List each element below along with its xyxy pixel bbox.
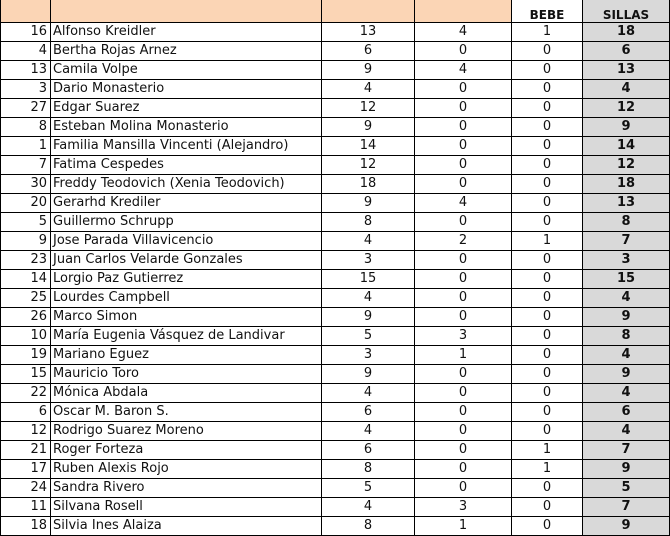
row-name-cell[interactable]: Mariano Eguez [51,346,322,365]
row-col-1-cell[interactable]: 4 [322,80,415,99]
table-row [1,365,670,384]
table-row [1,99,670,118]
row-sillas-total-cell[interactable]: 14 [583,137,670,156]
table-row [1,137,670,156]
row-bebe-cell[interactable]: 0 [512,194,583,213]
row-id-cell[interactable]: 12 [1,422,51,441]
table-row [1,441,670,460]
row-id-cell[interactable]: 5 [1,213,51,232]
row-bebe-cell[interactable]: 0 [512,403,583,422]
row-col-2-cell[interactable]: 0 [415,42,512,61]
table-row [1,61,670,80]
row-bebe-cell[interactable]: 0 [512,270,583,289]
row-bebe-cell[interactable]: 1 [512,232,583,251]
row-bebe-cell[interactable]: 0 [512,156,583,175]
row-sillas-total-cell[interactable]: 7 [583,441,670,460]
row-bebe-cell[interactable]: 0 [512,479,583,498]
row-name-cell[interactable]: María Eugenia Vásquez de Landivar [51,327,322,346]
row-bebe-cell[interactable]: 0 [512,384,583,403]
row-name-cell[interactable]: Esteban Molina Monasterio [51,118,322,137]
row-col-1-cell[interactable]: 4 [322,422,415,441]
row-col-2-cell[interactable]: 3 [415,498,512,517]
row-name-cell[interactable]: Oscar M. Baron S. [51,403,322,422]
row-col-2-cell[interactable]: 1 [415,346,512,365]
row-id-cell[interactable]: 21 [1,441,51,460]
row-col-1-cell[interactable]: 14 [322,137,415,156]
row-id-cell[interactable]: 9 [1,232,51,251]
row-col-1-cell[interactable]: 9 [322,118,415,137]
row-name-cell[interactable]: Bertha Rojas Arnez [51,42,322,61]
table-row [1,517,670,536]
row-id-cell[interactable]: 8 [1,118,51,137]
table-row [1,270,670,289]
row-name-cell[interactable]: Fatima Cespedes [51,156,322,175]
row-id-cell[interactable]: 23 [1,251,51,270]
row-col-2-cell[interactable]: 2 [415,232,512,251]
row-bebe-cell[interactable]: 0 [512,118,583,137]
row-sillas-total-cell[interactable]: 8 [583,213,670,232]
row-id-cell[interactable]: 11 [1,498,51,517]
row-col-2-cell[interactable]: 4 [415,194,512,213]
table-row [1,80,670,99]
table-row [1,308,670,327]
row-name-cell[interactable]: Roger Forteza [51,441,322,460]
row-id-cell[interactable]: 3 [1,80,51,99]
row-bebe-cell[interactable]: 0 [512,498,583,517]
table-row [1,232,670,251]
table-row [1,42,670,61]
row-bebe-cell[interactable]: 0 [512,346,583,365]
row-sillas-total-cell[interactable]: 6 [583,42,670,61]
row-sillas-total-cell[interactable]: 18 [583,175,670,194]
row-col-2-cell[interactable]: 0 [415,251,512,270]
row-col-2-cell[interactable]: 0 [415,441,512,460]
row-id-cell[interactable]: 4 [1,42,51,61]
row-col-1-cell[interactable]: 9 [322,365,415,384]
row-id-cell[interactable]: 17 [1,460,51,479]
row-id-cell[interactable]: 18 [1,517,51,536]
table-row [1,479,670,498]
table-row [1,498,670,517]
table-row [1,289,670,308]
row-col-2-cell[interactable]: 4 [415,23,512,42]
row-sillas-total-cell[interactable]: 4 [583,384,670,403]
row-col-2-cell[interactable]: 0 [415,99,512,118]
table-row [1,422,670,441]
row-id-cell[interactable]: 15 [1,365,51,384]
row-col-2-cell[interactable]: 3 [415,327,512,346]
row-col-1-cell[interactable]: 4 [322,384,415,403]
row-col-2-cell[interactable]: 0 [415,80,512,99]
row-col-2-cell[interactable]: 0 [415,479,512,498]
row-col-2-cell[interactable]: 0 [415,156,512,175]
row-sillas-total-cell[interactable]: 6 [583,403,670,422]
row-bebe-cell[interactable]: 1 [512,23,583,42]
row-col-1-cell[interactable]: 6 [322,441,415,460]
row-id-cell[interactable]: 10 [1,327,51,346]
row-bebe-cell[interactable]: 0 [512,80,583,99]
row-name-cell[interactable]: Lorgio Paz Gutierrez [51,270,322,289]
row-col-2-cell[interactable]: 0 [415,422,512,441]
row-col-2-cell[interactable]: 0 [415,118,512,137]
row-sillas-total-cell[interactable]: 9 [583,460,670,479]
row-col-1-cell[interactable]: 8 [322,517,415,536]
row-name-cell[interactable]: Rodrigo Suarez Moreno [51,422,322,441]
row-name-cell[interactable]: Silvana Rosell [51,498,322,517]
row-bebe-cell[interactable]: 0 [512,251,583,270]
header-sillas-label: SILLAS [602,8,650,22]
table-row [1,194,670,213]
header-bebe-label: BEBE [529,8,565,22]
row-col-2-cell[interactable]: 0 [415,365,512,384]
row-id-cell[interactable]: 1 [1,137,51,156]
row-col-1-cell[interactable]: 6 [322,403,415,422]
row-name-cell[interactable]: Freddy Teodovich (Xenia Teodovich) [51,175,322,194]
row-bebe-cell[interactable]: 0 [512,327,583,346]
row-bebe-cell[interactable]: 0 [512,517,583,536]
row-col-1-cell[interactable]: 12 [322,156,415,175]
row-col-1-cell[interactable]: 3 [322,346,415,365]
row-name-cell[interactable]: Edgar Suarez [51,99,322,118]
row-col-2-cell[interactable]: 0 [415,460,512,479]
row-name-cell[interactable]: Juan Carlos Velarde Gonzales [51,251,322,270]
row-col-1-cell[interactable]: 8 [322,460,415,479]
row-col-2-cell[interactable]: 0 [415,384,512,403]
row-name-cell[interactable]: Lourdes Campbell [51,289,322,308]
row-name-cell[interactable]: Dario Monasterio [51,80,322,99]
row-sillas-total-cell[interactable]: 13 [583,194,670,213]
table-row [1,346,670,365]
row-id-cell[interactable]: 27 [1,99,51,118]
row-col-2-cell[interactable]: 4 [415,61,512,80]
table-row [1,251,670,270]
row-id-cell[interactable]: 16 [1,23,51,42]
row-col-1-cell[interactable]: 15 [322,270,415,289]
row-name-cell[interactable]: Jose Parada Villavicencio [51,232,322,251]
header-sillas[interactable] [583,0,670,23]
row-name-cell[interactable]: Mauricio Toro [51,365,322,384]
row-col-2-cell[interactable]: 0 [415,403,512,422]
table-row [1,156,670,175]
header-id[interactable] [1,0,51,23]
row-col-1-cell[interactable]: 5 [322,479,415,498]
row-id-cell[interactable]: 24 [1,479,51,498]
row-sillas-total-cell[interactable]: 9 [583,517,670,536]
row-bebe-cell[interactable]: 1 [512,441,583,460]
row-sillas-total-cell[interactable]: 18 [583,23,670,42]
row-col-2-cell[interactable]: 0 [415,175,512,194]
row-id-cell[interactable]: 6 [1,403,51,422]
table-body [1,23,670,536]
row-col-2-cell[interactable]: 0 [415,289,512,308]
header-name[interactable] [51,0,322,23]
row-sillas-total-cell[interactable]: 4 [583,422,670,441]
row-id-cell[interactable]: 26 [1,308,51,327]
table-row [1,23,670,42]
row-id-cell[interactable]: 20 [1,194,51,213]
row-id-cell[interactable]: 19 [1,346,51,365]
row-bebe-cell[interactable]: 0 [512,99,583,118]
row-col-2-cell[interactable]: 0 [415,270,512,289]
row-col-1-cell[interactable]: 9 [322,194,415,213]
row-col-1-cell[interactable]: 4 [322,232,415,251]
row-name-cell[interactable]: Gerarhd Krediler [51,194,322,213]
row-bebe-cell[interactable]: 0 [512,175,583,194]
row-col-1-cell[interactable]: 3 [322,251,415,270]
table-row [1,403,670,422]
row-name-cell[interactable]: Marco Simon [51,308,322,327]
row-sillas-total-cell[interactable]: 3 [583,251,670,270]
row-bebe-cell[interactable]: 0 [512,213,583,232]
row-col-1-cell[interactable]: 12 [322,99,415,118]
table-row [1,460,670,479]
row-sillas-total-cell[interactable]: 7 [583,232,670,251]
header-bebe[interactable] [512,0,583,23]
table-row [1,213,670,232]
row-name-cell[interactable]: Camila Volpe [51,61,322,80]
header-col-2[interactable] [415,0,512,23]
row-col-2-cell[interactable]: 0 [415,137,512,156]
row-sillas-total-cell[interactable]: 9 [583,365,670,384]
row-col-1-cell[interactable]: 9 [322,308,415,327]
table-row [1,118,670,137]
row-id-cell[interactable]: 30 [1,175,51,194]
row-col-1-cell[interactable]: 4 [322,289,415,308]
row-id-cell[interactable]: 13 [1,61,51,80]
row-sillas-total-cell[interactable]: 9 [583,308,670,327]
row-col-2-cell[interactable]: 0 [415,213,512,232]
row-col-1-cell[interactable]: 5 [322,327,415,346]
row-id-cell[interactable]: 7 [1,156,51,175]
row-sillas-total-cell[interactable]: 9 [583,118,670,137]
row-bebe-cell[interactable]: 0 [512,308,583,327]
row-col-1-cell[interactable]: 9 [322,61,415,80]
row-sillas-total-cell[interactable]: 12 [583,156,670,175]
row-bebe-cell[interactable]: 0 [512,42,583,61]
row-sillas-total-cell[interactable]: 12 [583,99,670,118]
row-name-cell[interactable]: Ruben Alexis Rojo [51,460,322,479]
row-sillas-total-cell[interactable]: 8 [583,327,670,346]
row-bebe-cell[interactable]: 0 [512,289,583,308]
row-bebe-cell[interactable]: 1 [512,460,583,479]
row-name-cell[interactable]: Sandra Rivero [51,479,322,498]
row-sillas-total-cell[interactable]: 13 [583,61,670,80]
row-name-cell[interactable]: Familia Mansilla Vincenti (Alejandro) [51,137,322,156]
row-sillas-total-cell[interactable]: 4 [583,80,670,99]
header-col-1[interactable] [322,0,415,23]
row-col-1-cell[interactable]: 18 [322,175,415,194]
row-col-2-cell[interactable]: 1 [415,517,512,536]
row-sillas-total-cell[interactable]: 4 [583,346,670,365]
row-bebe-cell[interactable]: 0 [512,137,583,156]
row-bebe-cell[interactable]: 0 [512,365,583,384]
table-row [1,384,670,403]
row-sillas-total-cell[interactable]: 4 [583,289,670,308]
row-name-cell[interactable]: Mónica Abdala [51,384,322,403]
row-id-cell[interactable]: 25 [1,289,51,308]
row-col-1-cell[interactable]: 13 [322,23,415,42]
header-row [1,0,670,23]
row-name-cell[interactable]: Alfonso Kreidler [51,23,322,42]
row-id-cell[interactable]: 14 [1,270,51,289]
table-row [1,175,670,194]
row-name-cell[interactable]: Silvia Ines Alaiza [51,517,322,536]
row-col-2-cell[interactable]: 0 [415,308,512,327]
row-sillas-total-cell[interactable]: 15 [583,270,670,289]
row-col-1-cell[interactable]: 6 [322,42,415,61]
row-col-1-cell[interactable]: 4 [322,498,415,517]
row-id-cell[interactable]: 22 [1,384,51,403]
row-bebe-cell[interactable]: 0 [512,422,583,441]
row-sillas-total-cell[interactable]: 5 [583,479,670,498]
row-name-cell[interactable]: Guillermo Schrupp [51,213,322,232]
row-bebe-cell[interactable]: 0 [512,61,583,80]
row-sillas-total-cell[interactable]: 7 [583,498,670,517]
table-row [1,327,670,346]
row-col-1-cell[interactable]: 8 [322,213,415,232]
